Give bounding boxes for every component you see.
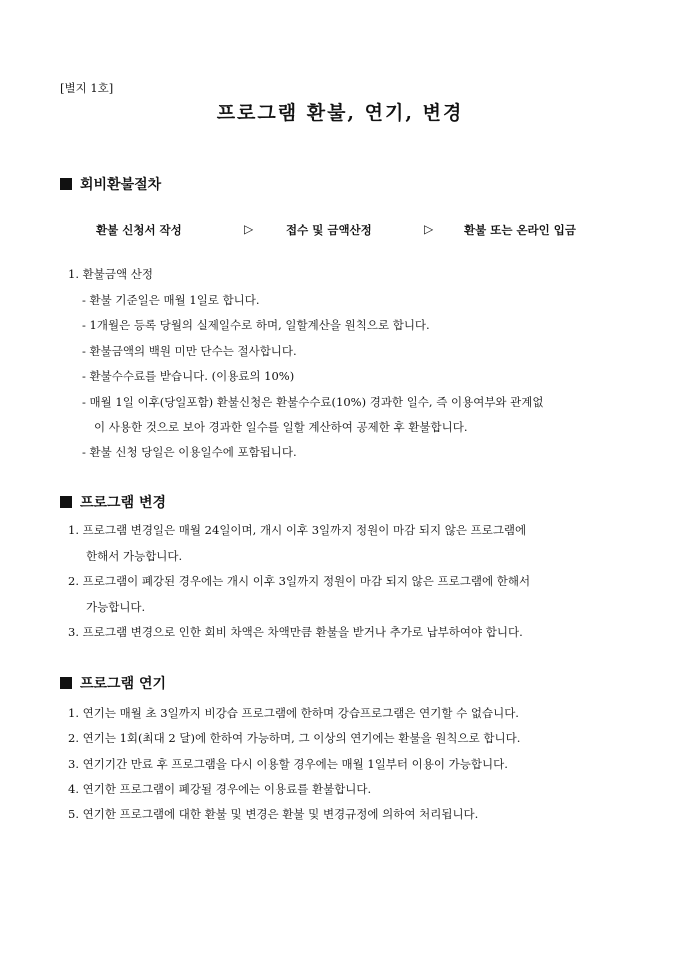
- list-item-continuation: 이 사용한 것으로 보아 경과한 일수를 일할 계산하여 공제한 후 환불합니다.: [94, 420, 468, 434]
- flow-arrow-icon: ▷: [424, 222, 434, 236]
- list-item-continuation: 가능합니다.: [86, 600, 146, 614]
- list-item: 3. 프로그램 변경으로 인한 회비 차액은 차액만큼 환불을 받거나 추가로 납부하여야 합니다.: [68, 625, 523, 639]
- list-item: 5. 연기한 프로그램에 대한 환불 및 변경은 환불 및 변경규정에 의하여 처리됩니다.: [68, 807, 479, 821]
- page-title: 프로그램 환불, 연기, 변경: [216, 102, 464, 124]
- list-item: - 매월 1일 이후(당일포함) 환불신청은 환불수수료(10%) 경과한 일수, 즉 이용여부와 관계없: [82, 395, 544, 409]
- flow-step-apply: 환불 신청서 작성: [96, 223, 182, 237]
- section-heading-text: 프로그램 변경: [80, 495, 167, 511]
- section-heading-program-change: [60, 492, 166, 512]
- list-item: - 1개월은 등록 당월의 실제일수로 하며, 일할계산을 원칙으로 합니다.: [82, 318, 430, 332]
- list-item: 1. 환불금액 산정: [68, 267, 153, 281]
- list-item: - 환불수수료를 받습니다. (이용료의 10%): [82, 369, 295, 383]
- list-item: 2. 프로그램이 폐강된 경우에는 개시 이후 3일까지 정원이 마감 되지 않은 프로그램에 한해서: [68, 574, 531, 588]
- section-heading-text: 프로그램 연기: [80, 676, 167, 692]
- section-heading-text: 회비환불절차: [80, 177, 162, 193]
- section-heading-program-postpone: [60, 673, 166, 693]
- section-heading-refund-procedure: [60, 174, 161, 194]
- list-item: - 환불 신청 당일은 이용일수에 포함됩니다.: [82, 445, 297, 459]
- list-item: 2. 연기는 1회(최대 2 달)에 한하여 가능하며, 그 이상의 연기에는 환불을 원칙으로 합니다.: [68, 731, 521, 745]
- form-number: [별지 1호]: [60, 81, 114, 95]
- black-square-icon: [60, 178, 72, 190]
- black-square-icon: [60, 677, 72, 689]
- flow-step-refund: 환불 또는 온라인 입금: [464, 223, 576, 237]
- list-item: 1. 연기는 매월 초 3일까지 비강습 프로그램에 한하며 강습프로그램은 연기할 수 없습니다.: [68, 706, 519, 720]
- list-item: 3. 연기기간 만료 후 프로그램을 다시 이용할 경우에는 매월 1일부터 이용이 가능합니다.: [68, 757, 508, 771]
- list-item: - 환불금액의 백원 미만 단수는 절사합니다.: [82, 344, 297, 358]
- flow-arrow-icon: ▷: [244, 222, 254, 236]
- list-item: - 환불 기준일은 매월 1일로 합니다.: [82, 293, 260, 307]
- list-item-continuation: 한해서 가능합니다.: [86, 549, 183, 563]
- list-item: 1. 프로그램 변경일은 매월 24일이며, 개시 이후 3일까지 정원이 마감 되지 않은 프로그램에: [68, 523, 527, 537]
- black-square-icon: [60, 496, 72, 508]
- flow-step-receive: 접수 및 금액산정: [286, 223, 372, 237]
- list-item: 4. 연기한 프로그램이 폐강될 경우에는 이용료를 환불합니다.: [68, 782, 372, 796]
